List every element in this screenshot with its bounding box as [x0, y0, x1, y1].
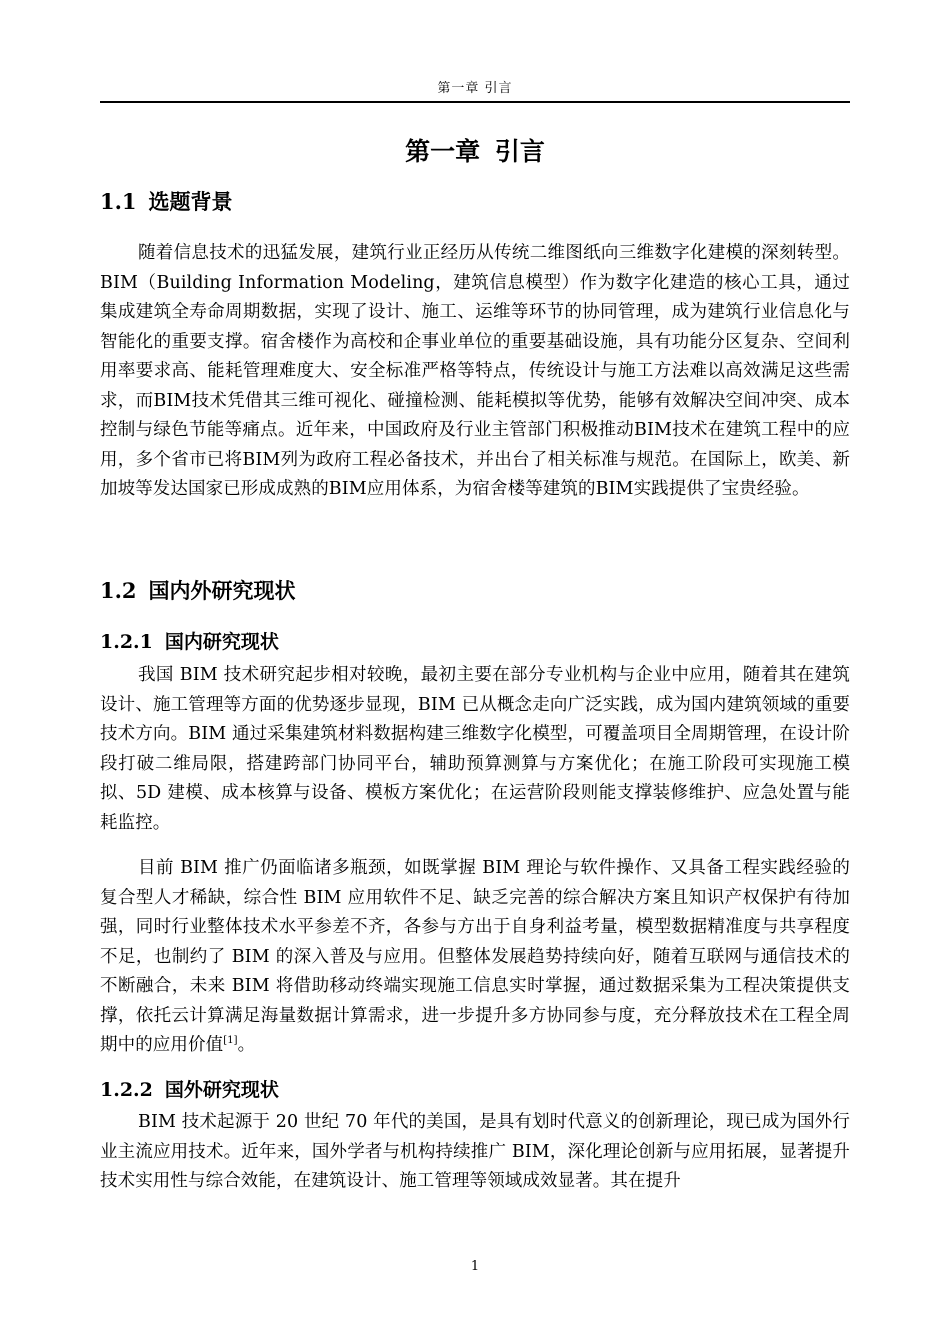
- section-number: 1.2: [100, 578, 137, 603]
- paragraph-end: 。: [237, 1035, 256, 1055]
- chapter-title: 第一章 引言: [405, 137, 545, 166]
- section-title: 选题背景: [148, 189, 233, 214]
- subsection-heading-1-2-2: [100, 1076, 279, 1104]
- section-number: 1.2.1: [100, 631, 153, 653]
- citation-marker: [1]: [223, 1035, 238, 1047]
- section-title: 国内研究现状: [164, 631, 279, 653]
- running-header: 第一章 引言: [437, 81, 513, 96]
- section-heading-1-1: [100, 187, 233, 217]
- subsection-heading-1-2-1: [100, 628, 279, 656]
- section-title: 国内外研究现状: [148, 578, 296, 603]
- paragraph-domestic-2: [100, 854, 850, 1061]
- paragraph-text: 目前 BIM 推广仍面临诸多瓶颈，如既掌握 BIM 理论与软件操作、又具备工程实践经验的复合型人才稀缺，综合性 BIM 应用软件不足、缺乏完善的综合解决方案且知识产权保护有待加强，同时行业整体技术水平参差不齐，各参与方出于自身利益考量，模型数据精准度与共享程度不足，也制约了 BIM 的深入普及与应用。但整体发展趋势持续向好，随着互联网与通信技术的不断融合，未来 BIM 将借助移动终端实现施工信息实时掌握，通过数据采集为工程决策提供支撑，依托云计算满足海量数据计算需求，进一步提升多方协同参与度，充分释放技术在工程全周期中的应用价值: [100, 858, 851, 1055]
- section-heading-1-2: [100, 576, 296, 606]
- paragraph-foreign-1: BIM 技术起源于 20 世纪 70 年代的美国，是具有划时代意义的创新理论，现已成为国外行业主流应用技术。近年来，国外学者与机构持续推广 BIM，深化理论创新与应用拓展，显著提升技术实用性与综合效能，在建筑设计、施工管理等领域成效显著。其在提升: [100, 1112, 850, 1191]
- section-title: 国外研究现状: [164, 1079, 279, 1101]
- section-number: 1.1: [100, 189, 137, 214]
- section-number: 1.2.2: [100, 1079, 153, 1101]
- page-number: 1: [470, 1259, 480, 1274]
- header-rule: [100, 101, 850, 103]
- paragraph-domestic-1: 我国 BIM 技术研究起步相对较晚，最初主要在部分专业机构与企业中应用，随着其在建筑设计、施工管理等方面的优势逐步显现，BIM 已从概念走向广泛实践，成为国内建筑领域的重要技术方向。BIM 通过采集建筑材料数据构建三维数字化模型，可覆盖项目全周期管理，在设计阶段打破二维局限，搭建跨部门协同平台，辅助预算测算与方案优化；在施工阶段可实现施工模拟、5D 建模、成本核算与设备、模板方案优化；在运营阶段则能支撑装修维护、应急处置与能耗监控。: [100, 665, 850, 833]
- paragraph-background: 随着信息技术的迅猛发展，建筑行业正经历从传统二维图纸向三维数字化建模的深刻转型。BIM（Building Information Modeling，建筑信息模型）作为数字化建造的核心工具，通过集成建筑全寿命周期数据，实现了设计、施工、运维等环节的协同管理，成为建筑行业信息化与智能化的重要支撑。宿舍楼作为高校和企事业单位的重要基础设施，具有功能分区复杂、空间利用率要求高、能耗管理难度大、安全标准严格等特点，传统设计与施工方法难以高效满足这些需求，而BIM技术凭借其三维可视化、碰撞检测、能耗模拟等优势，能够有效解决空间冲突、成本控制与绿色节能等痛点。近年来，中国政府及行业主管部门积极推动BIM技术在建筑工程中的应用，多个省市已将BIM列为政府工程必备技术，并出台了相关标准与规范。在国际上，欧美、新加坡等发达国家已形成成熟的BIM应用体系，为宿舍楼等建筑的BIM实践提供了宝贵经验。: [100, 243, 850, 499]
